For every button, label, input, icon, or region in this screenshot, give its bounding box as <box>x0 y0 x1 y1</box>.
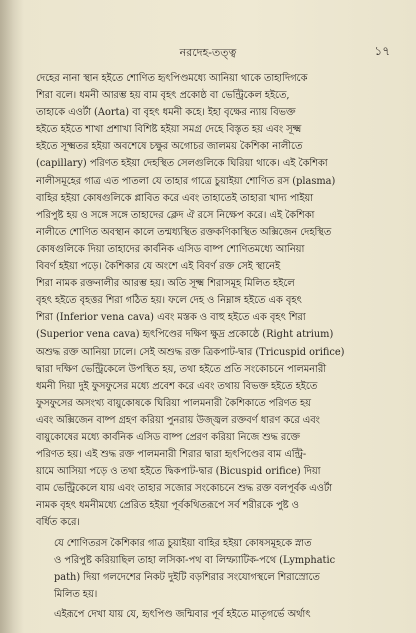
text-line: এইরূপে দেখা যায় যে, হৃৎপিণ্ড জন্মিবার পূর্ব হইতে মাতৃগর্ভে অর্থাৎ <box>54 608 311 620</box>
text-line: path) দিয়া গলদেশের নিকট দুইটি বড়শিরার সংযোগস্থলে শিরাস্রোতে <box>54 571 320 583</box>
gutter-shadow <box>0 0 24 633</box>
text-line: পরিপুষ্ট হয় ও সঙ্গে সঙ্গে তাহাদের ক্লেদ ঐ রসে নিক্ষেপ করে। এই কৈশিকা <box>36 209 315 221</box>
text-line: নামক বৃহৎ ধমনীমধ্যে প্রেরিত হইয়া পূর্বকথিতরূপে সর্ব শরীরকে পুষ্ট ও <box>36 500 299 512</box>
text-line: (Superior vena cava) হৃৎপিণ্ডের দক্ষিণ ক্ষুদ্র প্রকোষ্ঠে (Right atrium) <box>36 329 334 341</box>
text-line: বাম ভেন্ট্রিকেলে যায় এবং তাহার সজোর সংকোচনে শুদ্ধ রক্ত বলপূর্বক এওর্টা <box>36 483 333 495</box>
text-line: নালীতে শোণিত অবস্থান কালে তন্মধ্যস্থিত রক্তকণিকাস্থিত অক্সিজেন দেহস্থিত <box>36 226 332 238</box>
paragraph-1 <box>36 70 390 532</box>
text-line: শিরা (Inferior vena cava) এবং মস্তক ও বাহু হইতে এক বৃহৎ শিরা <box>36 312 306 324</box>
text-line: শিরা বলে। ধমনী আরম্ভ হয় বাম বৃহৎ প্রকোষ্ঠ বা ভেন্ট্রিকেল হইতে, <box>36 90 290 102</box>
text-line: বিবর্ণ হইয়া পড়ে। কৈশিকার যে অংশে এই বিবর্ণ রক্ত সেই স্থানেই <box>36 261 281 273</box>
page-body <box>36 70 390 623</box>
text-line: নালীসমূহের গাত্র এত পাতলা যে তাহার গাত্রে চুয়াইয়া শোণিত রস (plasma) <box>36 175 336 187</box>
text-line: হইতে হইতে শাখা প্রশাখা বিশিষ্ট হইয়া সমগ্র দেহে বিস্তৃত হয় এবং সূক্ষ্ম <box>36 124 302 136</box>
text-line: যে শোণিতরস কৈশিকার গাত্র চুয়াইয়া বাহির হইয়া কোষসমূহকে স্নাত <box>54 537 312 549</box>
text-line: দ্বারা দক্ষিণ ভেন্ট্রিকেলে উপস্থিত হয়, তথা হইতে প্রতি সংকোচনে পালমনারী <box>36 363 327 375</box>
text-line: মিলিত হয়। <box>54 588 98 600</box>
text-line: ফুসফুসের অসংখ্য বায়ুকোষকে ঘিরিয়া পালমনারী কৈশিকাতে পরিণত হয় <box>36 397 311 409</box>
text-line: হইতে সূক্ষ্মতর হইয়া অবশেষে চক্ষুর অগোচর জালময় কৈশিকা নালীতে <box>36 141 303 153</box>
text-line: বাহির হইয়া কোষগুলিকে প্লাবিত করে এবং তাহাতেই তাহারা খাদ্য পাইয়া <box>36 192 314 204</box>
text-line: তাহাকে এওর্টা (Aorta) বা বৃহৎ ধমনী কহে। ইহা বৃক্ষের ন্যায় বিভক্ত <box>36 107 296 119</box>
text-line: এবং অক্সিজেন বাষ্প গ্রহণ করিয়া পুনরায় উজ্জ্বল রক্তবর্ণ ধারণ করে এবং <box>36 414 320 426</box>
text-line: বৃহৎ হইতে বৃহত্তর শিরা গঠিত হয়। ফলে দেহ ও নিম্নাঙ্গ হইতে এক বৃহৎ <box>36 295 302 307</box>
text-line: অশুদ্ধ রক্ত আনিয়া ঢালে। সেই অশুদ্ধ রক্ত ত্রিকপাট-দ্বার (Tricuspid orifice) <box>36 346 345 358</box>
page-number: ১৭ <box>374 44 390 58</box>
text-line: (capillary) পরিণত হইয়া দেহস্থিত সেলগুলিকে ঘিরিয়া থাকে। এই কৈশিকা <box>36 158 328 170</box>
text-line: ও পরিপুষ্ট করিয়াছিল তাহা লসিকা-পথ বা লিম্ফ্যাটিক-পথে (Lymphatic <box>54 554 336 566</box>
text-line: পরিণত হয়। এই শুদ্ধ রক্ত পালমনারী শিরার দ্বারা হৃৎপিণ্ডের বাম এন্ট্রি- <box>36 449 307 461</box>
text-line: কোষগুলিকে দিয়া তাহাদের কার্বনিক এসিড বাষ্প শোণিতমধ্যে আনিয়া <box>36 243 305 255</box>
text-line: ধমনী দিয়া দুই ফুসফুসের মধ্যে প্রবেশ করে এবং তথায় বিভক্ত হইতে হইতে <box>36 380 318 392</box>
text-line: য়ামে আসিয়া পড়ে ও তথা হইতে দ্বিকপাট-দ্বার (Bicuspid orifice) দিয়া <box>36 466 321 478</box>
paragraph-2 <box>36 535 390 603</box>
text-line: দেহের নানা স্থান হইতে শোণিত হৃৎপিণ্ডমধ্যে আনিয়া থাকে তাহাদিগকে <box>36 73 308 84</box>
page-header <box>0 40 416 62</box>
paragraph-3 <box>36 606 390 623</box>
running-title: নরদেহ-তত্ত্ব <box>179 46 237 59</box>
text-line: শিরা নামক রক্তনালীর আরম্ভ হয়। অতি সূক্ষ্ম শিরাসমূহ মিলিত হইলে <box>36 278 295 290</box>
text-line: বায়ুকোষের মধ্যে কার্বনিক এসিড বাষ্প প্রেরণ করিয়া নিজে শুদ্ধ রক্তে <box>36 431 300 443</box>
text-line: বর্ধিত করে। <box>36 517 80 529</box>
